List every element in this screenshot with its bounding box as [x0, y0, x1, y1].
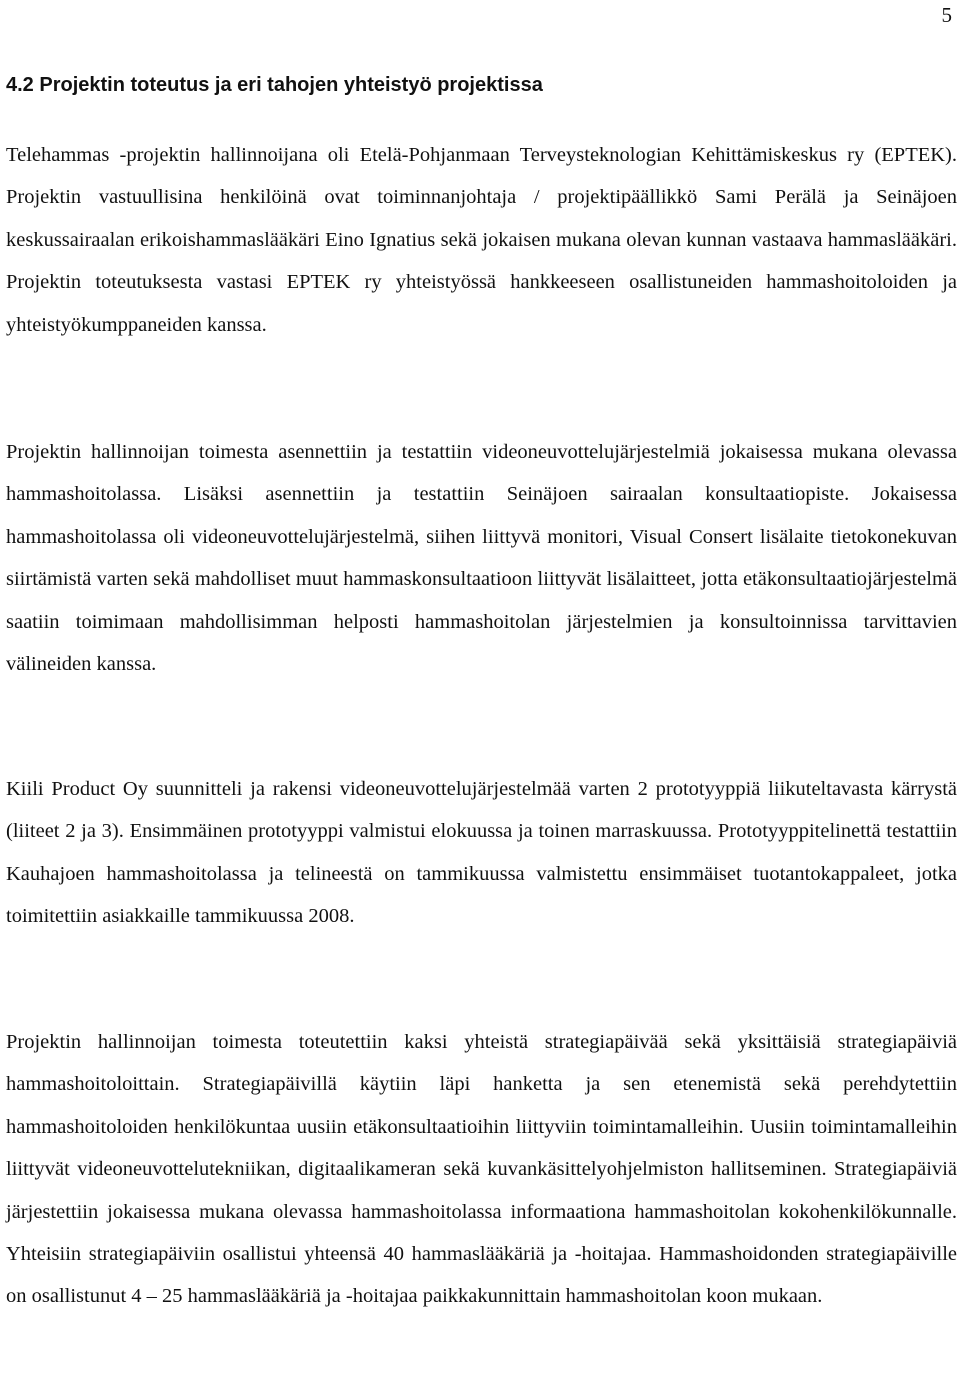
- paragraph-cart-prototypes: Kiili Product Oy suunnitteli ja rakensi videoneuvottelujärjestelmää varten 2 prototyyppiä liikuteltavasta kärrystä (liiteet 2 ja 3). Ensimmäinen prototyyppi valmistui elokuussa ja toinen marraskuussa. Prototyyppitelinettä testattiin Kauhajoen hammashoitolassa ja telineestä on tammikuussa valmistettu ensimmäiset tuotantokappaleet, jotka toimitettiin asiakkaille tammikuussa 2008.: [6, 778, 957, 928]
- paragraph-strategy-days: Projektin hallinnoijan toimesta toteutettiin kaksi yhteistä strategiapäivää sekä yksittäisiä strategiapäiviä hammashoitoloittain. Strategiapäivillä käytiin läpi hanketta ja sen etenemistä sekä perehdytettiin hammashoitoloiden henkilökuntaa uusiin etäkonsultaatioihin liittyviin toimintamalleihin. Uusiin toimintamalleihin liittyvät videoneuvottelutekniikan, digitaalikameran sekä kuvankäsittelyohjelmiston hallitseminen. Strategiapäiviä järjestettiin jokaisessa mukana olevassa hammashoitolassa informaationa hammashoitolan kokohenkilökunnalle. Yhteisiin strategiapäiviin osallistui yhteensä 40 hammaslääkäriä ja -hoitajaa. Hammashoidonden strategiapäiville on osallistunut 4 – 25 hammaslääkäriä ja -hoitajaa paikkakunnittain hammashoitolan koon mukaan.: [6, 1031, 957, 1308]
- paragraph-project-administration: Telehammas -projektin hallinnoijana oli Etelä-Pohjanmaan Terveysteknologian Kehittämiskeskus ry (EPTEK). Projektin vastuullisina henkilöinä ovat toiminnanjohtaja / projektipäällikkö Sami Perälä ja Seinäjoen keskussairaalan erikoishammaslääkäri Eino Ignatius sekä jokaisen mukana olevan kunnan vastaava hammaslääkäri. Projektin toteutuksesta vastasi EPTEK ry yhteistyössä hankkeeseen osallistuneiden hammashoitoloiden ja yhteistyökumppaneiden kanssa.: [6, 144, 957, 336]
- section-heading: 4.2 Projektin toteutus ja eri tahojen yhteistyö projektissa: [6, 74, 543, 96]
- paragraph-video-conferencing-installation: Projektin hallinnoijan toimesta asennettiin ja testattiin videoneuvottelujärjestelmiä jokaisessa mukana olevassa hammashoitolassa. Lisäksi asennettiin ja testattiin Seinäjoen sairaalan konsultaatiopiste. Jokaisessa hammashoitolassa oli videoneuvottelujärjestelmä, siihen liittyvä monitori, Visual Consert lisälaite tietokonekuvan siirtämistä varten sekä mahdolliset muut hammaskonsultaatioon liittyvät lisälaitteet, jotta etäkonsultaatiojärjestelmä saatiin toimimaan mahdollisimman helposti hammashoitolan järjestelmien ja konsultoinnissa tarvittavien välineiden kanssa.: [6, 441, 957, 676]
- page-number: 5: [941, 3, 952, 27]
